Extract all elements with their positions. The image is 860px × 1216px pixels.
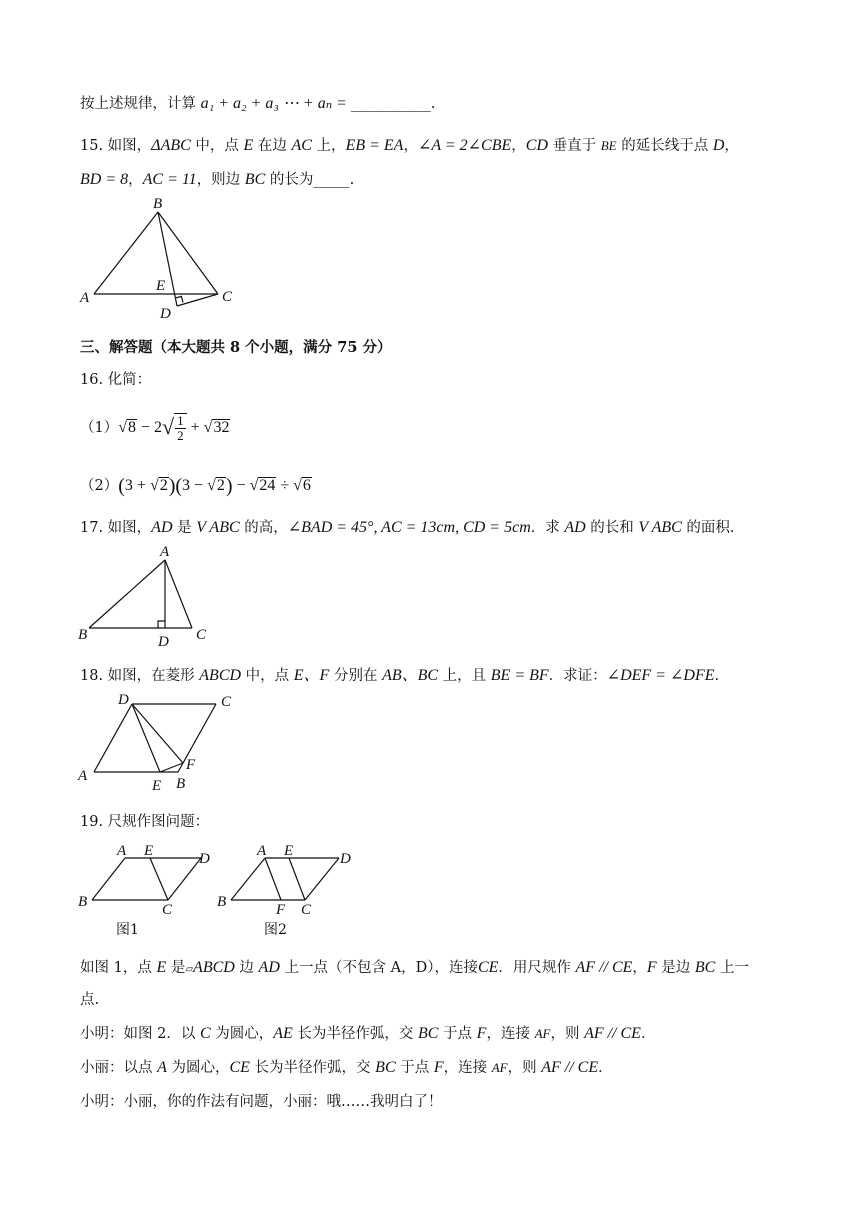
q18-math: ABCD xyxy=(199,667,242,684)
vertex-label-d: D xyxy=(118,692,129,708)
q15-text: 中，点 xyxy=(190,138,244,154)
q19-text: ，则 xyxy=(550,1026,585,1042)
q19-math: CE xyxy=(229,1059,250,1076)
q19-text: 小明：如图 2．以 xyxy=(80,1026,200,1042)
vertex-label-e: E xyxy=(152,778,162,794)
q19-text: ． xyxy=(598,1060,613,1076)
fig2-label-a: A xyxy=(257,843,267,859)
q18-text: 18. 如图，在菱形 xyxy=(80,668,200,684)
q15-text: 的延长线于点 xyxy=(616,138,713,154)
q19-xiaoli-line xyxy=(80,1056,613,1077)
fig1-label-e: E xyxy=(144,843,154,859)
q19-text: 上一 xyxy=(715,960,749,976)
q19-text: ，连接 xyxy=(443,1060,492,1076)
q19-math: AF // CE xyxy=(541,1059,599,1076)
q19-text: 长为半径作弧，交 xyxy=(249,1060,376,1076)
section-heading: 三、解答题（本大题共 8 个小题，满分 75 分） xyxy=(80,339,392,356)
q15-text: 的长为 xyxy=(265,172,314,188)
q19-text: 于点 xyxy=(438,1026,477,1042)
radicand: 24 xyxy=(259,477,276,494)
q19-text: 边 xyxy=(234,960,259,976)
part-label: （2） xyxy=(80,478,119,494)
q17-math: AD xyxy=(564,519,586,536)
expression: 3 − xyxy=(182,477,208,494)
q17-text: ．求 xyxy=(530,520,565,536)
q19-text: 是 xyxy=(166,960,186,976)
q17-text: 的高， xyxy=(239,520,288,536)
sequence-formula: a₁ + a₂ + a₃ ⋯ + aₙ = xyxy=(200,95,351,112)
q15-text: 上， xyxy=(311,138,346,154)
q15-math: EB = EA xyxy=(345,137,404,154)
fig2-label-d: D xyxy=(340,851,351,867)
fig1-label-b: B xyxy=(78,894,88,910)
vertex-label-a: A xyxy=(80,290,90,306)
q19-math: F xyxy=(646,959,657,976)
vertex-label-b: B xyxy=(153,196,163,212)
q19-math: AF xyxy=(491,1060,508,1075)
vertex-label-c: C xyxy=(221,694,232,710)
vertex-label-d: D xyxy=(158,634,169,650)
vertex-label-d: D xyxy=(160,306,171,322)
q19-math: AF xyxy=(534,1026,551,1041)
operator: − 2 xyxy=(137,419,163,437)
q19-math: C xyxy=(199,1025,211,1042)
q15-math: ∠A = 2∠CBE xyxy=(417,137,512,154)
sequence-text: 按上述规律，计算 xyxy=(80,96,201,112)
q19-math: AD xyxy=(258,959,280,976)
q18-math: ∠DEF = ∠DFE xyxy=(606,667,715,684)
q17-text: 的面积. xyxy=(681,520,735,536)
vertex-label-f: F xyxy=(186,757,196,773)
figure-caption-2: 图2 xyxy=(264,922,287,938)
q17-text: 17. 如图， xyxy=(80,520,152,536)
q15-text: 15. 如图， xyxy=(80,138,152,154)
q15-text: ， xyxy=(511,138,526,154)
q19-text: 为圆心， xyxy=(210,1026,274,1042)
part-label: （1） xyxy=(80,420,119,437)
q19-text: 长为半径作弧，交 xyxy=(292,1026,418,1042)
q19-dialogue-line: 小明：小丽，你的作法有问题，小丽：哦……我明白了！ xyxy=(80,1094,443,1110)
q15-math: AC xyxy=(291,137,312,154)
q16-part1: （1）√8 − 2√ $\frac{1}{2}$ + √32 xyxy=(80,413,230,443)
fig2-label-f: F xyxy=(276,902,286,918)
operator: − xyxy=(232,477,250,494)
q19-math: CE xyxy=(477,959,499,976)
q15-math: E xyxy=(243,137,254,154)
q15-text: ，则边 xyxy=(196,172,245,188)
q19-title: 19. 尺规作图问题： xyxy=(80,814,210,830)
vertex-label-e: E xyxy=(156,278,166,294)
q15-text: ， xyxy=(128,172,143,188)
q19-paragraph1-line2: 点. xyxy=(80,992,100,1008)
q18-rhombus-figure xyxy=(76,688,246,794)
q15-line2 xyxy=(80,168,354,189)
q19-text: ．用尺规作 xyxy=(498,960,576,976)
q16-part2: （2）(3 + √2)(3 − √2) − √24 ÷ √6 xyxy=(80,475,311,497)
q19-text: ，连接 xyxy=(486,1026,535,1042)
q15-text: ， xyxy=(724,138,739,154)
q19-math: AE xyxy=(273,1025,293,1042)
q19-math: F xyxy=(476,1025,487,1042)
answer-blank: _____ xyxy=(313,172,350,188)
q19-text: 小丽：以点 xyxy=(80,1060,158,1076)
q19-math: E xyxy=(156,959,167,976)
fig2-label-c: C xyxy=(301,902,312,918)
q18-math: E、F xyxy=(293,667,330,684)
q15-math: BD = 8 xyxy=(80,171,129,188)
q17-math: ∠BAD = 45°, AC = 13cm, CD = 5cm xyxy=(287,519,531,536)
fig1-label-d: D xyxy=(199,851,210,867)
vertex-label-a: A xyxy=(78,768,88,784)
q18-text: 分别在 xyxy=(329,668,383,684)
answer-blank: ___________ xyxy=(350,96,431,112)
period: . xyxy=(349,172,355,188)
q16-title: 16. 化简： xyxy=(80,372,152,388)
operator: + xyxy=(186,419,204,437)
q18-math: AB、BC xyxy=(382,667,439,684)
q18-text: ．求证： xyxy=(548,668,607,684)
q17-math: V ABC xyxy=(196,519,240,536)
q19-math: BC xyxy=(694,959,716,976)
q19-math: AF // CE xyxy=(575,959,633,976)
fig1-label-c: C xyxy=(162,902,173,918)
q18-text: 中，点 xyxy=(241,668,294,684)
sequence-sum-line xyxy=(80,92,435,113)
q19-math: AF // CE xyxy=(584,1025,641,1042)
q17-triangle-figure xyxy=(76,542,226,650)
vertex-label-b: B xyxy=(78,627,88,643)
q18-line xyxy=(80,662,719,685)
q15-math: ΔABC xyxy=(151,137,191,154)
fig2-label-e: E xyxy=(284,843,294,859)
q19-xiaoming-line xyxy=(80,1022,655,1043)
q19-text: ， xyxy=(632,960,647,976)
q15-line1 xyxy=(80,134,739,155)
q15-text: ， xyxy=(403,138,418,154)
q17-line xyxy=(80,516,735,537)
q19-text: 上一点（不包含 A，D），连接 xyxy=(279,960,478,976)
fig1-label-a: A xyxy=(117,843,127,859)
fraction-numerator: 1 xyxy=(177,413,184,428)
q19-math: BC xyxy=(375,1059,396,1076)
period: . xyxy=(430,96,436,112)
vertex-label-c: C xyxy=(222,289,233,305)
q19-math: BC xyxy=(418,1025,439,1042)
q17-text: 是 xyxy=(172,520,197,536)
vertex-label-c: C xyxy=(196,627,207,643)
q19-math: A xyxy=(157,1059,167,1076)
vertex-label-a: A xyxy=(160,544,170,560)
q19-math: F xyxy=(433,1059,444,1076)
radicand: 32 xyxy=(213,419,230,437)
q15-text: 垂直于 xyxy=(548,138,601,154)
q19-text: ． xyxy=(640,1026,656,1042)
q18-text: 上，且 xyxy=(438,668,491,684)
fraction-denominator: 2 xyxy=(177,428,184,443)
q18-math: BE = BF xyxy=(490,667,549,684)
q18-text: . xyxy=(714,668,720,684)
radicand: 6 xyxy=(302,477,311,494)
q19-text: 为圆心， xyxy=(166,1060,230,1076)
q17-text: 的长和 xyxy=(585,520,639,536)
figure-caption-1: 图1 xyxy=(116,922,139,938)
radicand: 2 xyxy=(216,477,225,494)
q19-text: 于点 xyxy=(395,1060,434,1076)
q15-triangle-figure xyxy=(76,196,256,322)
vertex-label-b: B xyxy=(176,776,186,792)
q19-text: 是边 xyxy=(656,960,695,976)
fig2-label-b: B xyxy=(217,894,227,910)
q19-text: ，则 xyxy=(507,1060,542,1076)
q19-math: ABCD xyxy=(193,959,235,976)
q17-math: AD xyxy=(151,519,173,536)
q17-math: V ABC xyxy=(638,519,682,536)
radicand: 8 xyxy=(128,419,137,437)
parallelogram-symbol: ▱ xyxy=(185,964,194,975)
q15-text: 在边 xyxy=(253,138,292,154)
radicand: 2 xyxy=(159,477,168,494)
q15-math: D xyxy=(712,137,725,154)
q19-paragraph1-line1 xyxy=(80,956,749,977)
expression: 3 + xyxy=(124,477,150,494)
q15-math: BC xyxy=(244,171,266,188)
q15-math: AC = 11 xyxy=(142,171,197,188)
q15-math: BE xyxy=(600,138,617,153)
q19-parallelogram-figures xyxy=(76,838,366,944)
operator: ÷ xyxy=(276,477,294,494)
q19-text: 如图 1，点 xyxy=(80,960,157,976)
q15-math: CD xyxy=(525,137,548,154)
